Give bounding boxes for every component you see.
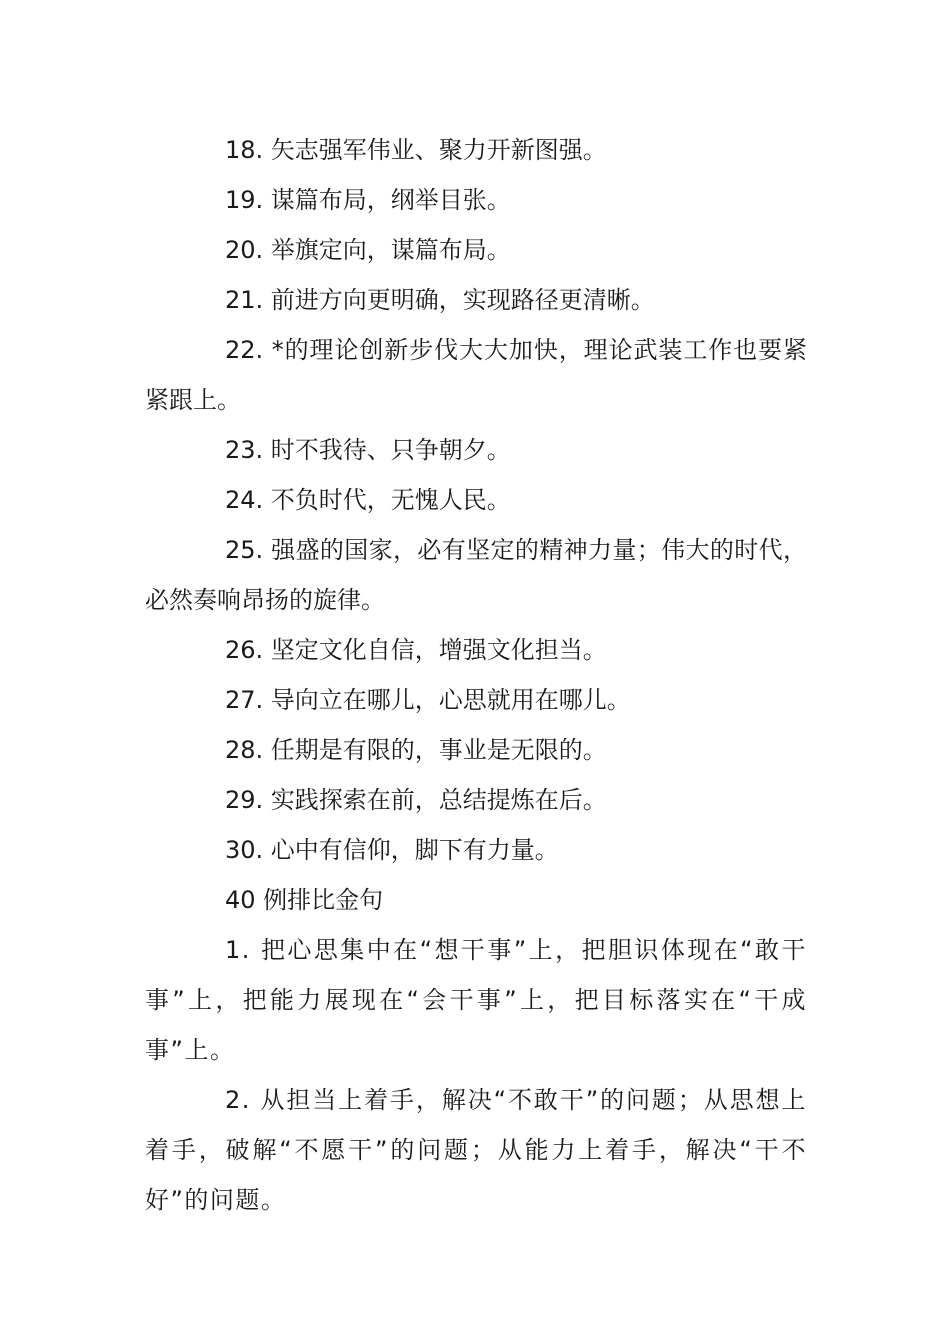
paragraph-24: 24. 不负时代，无愧人民。: [225, 486, 511, 514]
parallel-paragraph-1: 1. 把心思集中在“想干事”上，把胆识体现在“敢干事”上，把能力展现在“会干事”上，把目标落实在“干成事”上。: [145, 936, 807, 1064]
paragraph-27: 27. 导向立在哪儿，心思就用在哪儿。: [225, 686, 631, 714]
paragraph-23: 23. 时不我待、只争朝夕。: [225, 436, 511, 464]
paragraph-18: 18. 矢志强军伟业、聚力开新图强。: [225, 136, 607, 164]
paragraph-25: 25. 强盛的国家，必有坚定的精神力量；伟大的时代，必然奏响昂扬的旋律。: [145, 536, 807, 614]
paragraph-22: 22. *的理论创新步伐大大加快，理论武装工作也要紧紧跟上。: [145, 336, 807, 414]
section-heading: 40 例排比金句: [225, 886, 384, 914]
paragraph-28: 28. 任期是有限的，事业是无限的。: [225, 736, 607, 764]
parallel-paragraph-2: 2. 从担当上着手，解决“不敢干”的问题；从思想上着手，破解“不愿干”的问题；从能力上着手，解决“干不好”的问题。: [145, 1086, 807, 1214]
paragraph-21: 21. 前进方向更明确，实现路径更清晰。: [225, 286, 655, 314]
paragraph-30: 30. 心中有信仰，脚下有力量。: [225, 836, 559, 864]
paragraph-29: 29. 实践探索在前，总结提炼在后。: [225, 786, 607, 814]
paragraph-19: 19. 谋篇布局，纲举目张。: [225, 186, 511, 214]
paragraph-20: 20. 举旗定向，谋篇布局。: [225, 236, 511, 264]
paragraph-26: 26. 坚定文化自信，增强文化担当。: [225, 636, 607, 664]
